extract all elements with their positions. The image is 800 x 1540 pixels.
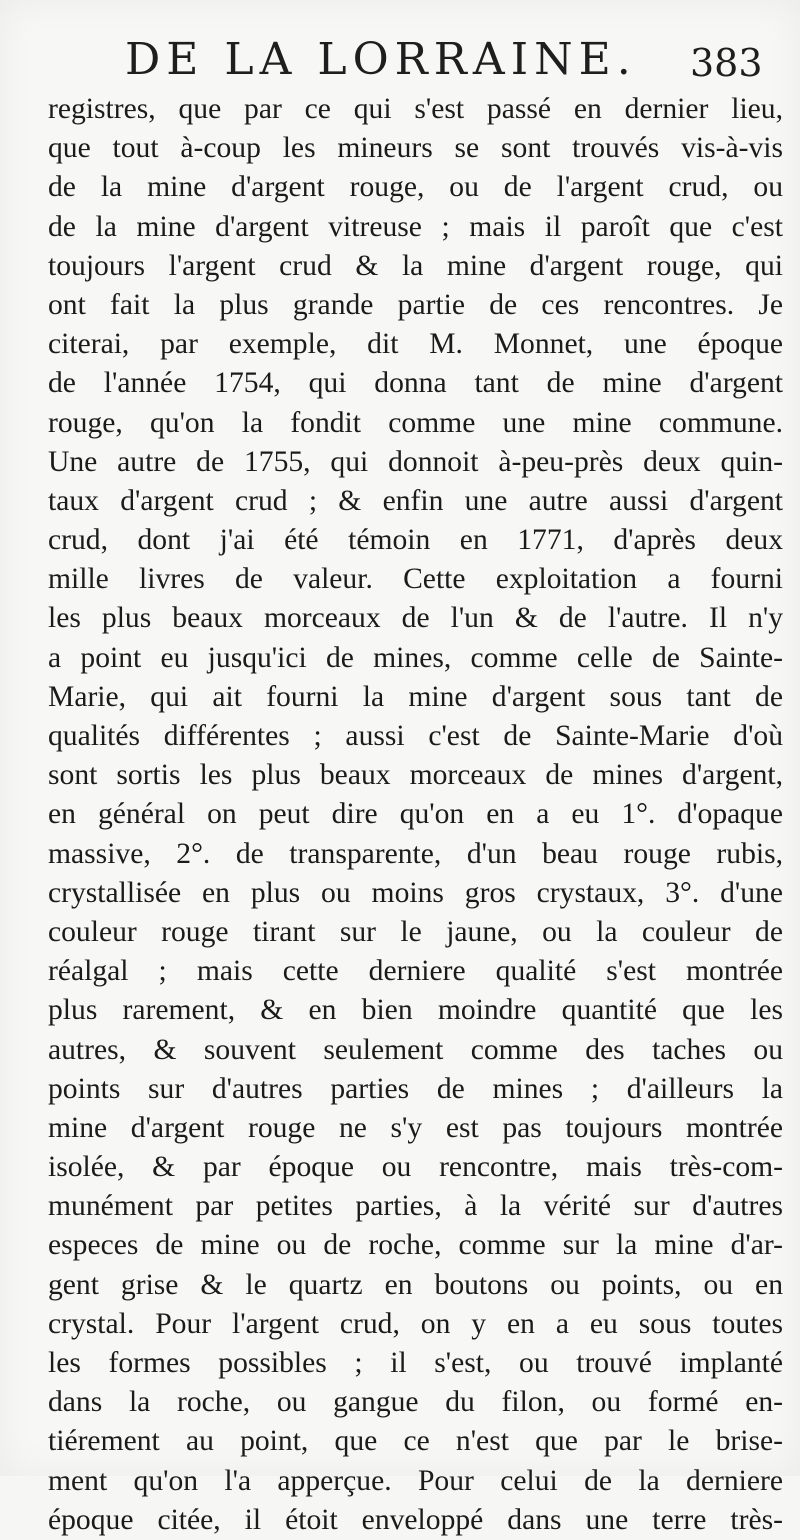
text-line: dans la roche, ou gangue du filon, ou formé en-: [48, 1386, 783, 1419]
text-line: ont fait la plus grande partie de ces rencontres. Je: [48, 288, 783, 321]
page-header: [0, 30, 800, 90]
text-line: citerai, par exemple, dit M. Monnet, une époque: [48, 328, 783, 361]
text-line: que tout à-coup les mineurs se sont trouvés vis-à-vis: [48, 132, 783, 165]
running-title: DE LA LORRAINE.: [125, 34, 637, 85]
text-line: mille livres de valeur. Cette exploitation a fourni: [48, 563, 783, 596]
text-line: de l'année 1754, qui donna tant de mine d'argent: [48, 367, 783, 400]
text-line: rouge, qu'on la fondit comme une mine commune.: [48, 406, 783, 439]
text-line: registres, que par ce qui s'est passé en dernier lieu,: [48, 93, 783, 125]
text-line: de la mine d'argent vitreuse ; mais il paroît que c'est: [48, 210, 783, 243]
text-line: Une autre de 1755, qui donnoit à-peu-près deux quin-: [48, 445, 783, 478]
text-line: crystallisée en plus ou moins gros crystaux, 3°. d'une: [48, 876, 783, 909]
text-line: mine d'argent rouge ne s'y est pas toujours montrée: [48, 1111, 783, 1144]
text-line: de la mine d'argent rouge, ou de l'argent crud, ou: [48, 171, 783, 204]
text-line: tiérement au point, que ce n'est que par le brise-: [48, 1425, 783, 1458]
text-line: les plus beaux morceaux de l'un & de l'autre. Il n'y: [48, 602, 783, 635]
text-line: toujours l'argent crud & la mine d'argent rouge, qui: [48, 249, 783, 282]
text-line: points sur d'autres parties de mines ; d'ailleurs la: [48, 1072, 783, 1105]
body-text: [48, 90, 783, 1540]
text-line: sont sortis les plus beaux morceaux de mines d'argent,: [48, 759, 783, 792]
text-line: massive, 2°. de transparente, d'un beau rouge rubis,: [48, 837, 783, 870]
text-line: les formes possibles ; il s'est, ou trouvé implanté: [48, 1347, 783, 1379]
text-line: Marie, qui ait fourni la mine d'argent sous tant de: [48, 680, 783, 713]
text-line: époque citée, il étoit enveloppé dans une terre très-: [48, 1503, 783, 1536]
text-line: plus rarement, & en bien moindre quantité que les: [48, 994, 783, 1027]
text-line: réalgal ; mais cette derniere qualité s'est montrée: [48, 955, 783, 988]
text-line: especes de mine ou de roche, comme sur la mine d'ar-: [48, 1229, 783, 1262]
page-number: 383: [690, 41, 763, 85]
text-line: gent grise & le quartz en boutons ou points, ou en: [48, 1268, 783, 1301]
text-line: en général on peut dire qu'on en a eu 1°. d'opaque: [48, 798, 783, 831]
text-line: munément par petites parties, à la vérité sur d'autres: [48, 1190, 783, 1223]
text-line: qualités différentes ; aussi c'est de Sainte-Marie d'où: [48, 720, 783, 752]
text-line: ment qu'on l'a apperçue. Pour celui de la derniere: [48, 1464, 783, 1497]
text-line: crud, dont j'ai été témoin en 1771, d'après deux: [48, 524, 783, 557]
text-line: a point eu jusqu'ici de mines, comme celle de Sainte-: [48, 641, 783, 674]
text-line: autres, & souvent seulement comme des taches ou: [48, 1033, 783, 1066]
text-line: crystal. Pour l'argent crud, on y en a eu sous toutes: [48, 1307, 783, 1340]
text-line: couleur rouge tirant sur le jaune, ou la couleur de: [48, 915, 783, 948]
text-line: isolée, & par époque ou rencontre, mais très-com-: [48, 1151, 783, 1184]
text-line: taux d'argent crud ; & enfin une autre aussi d'argent: [48, 484, 783, 517]
